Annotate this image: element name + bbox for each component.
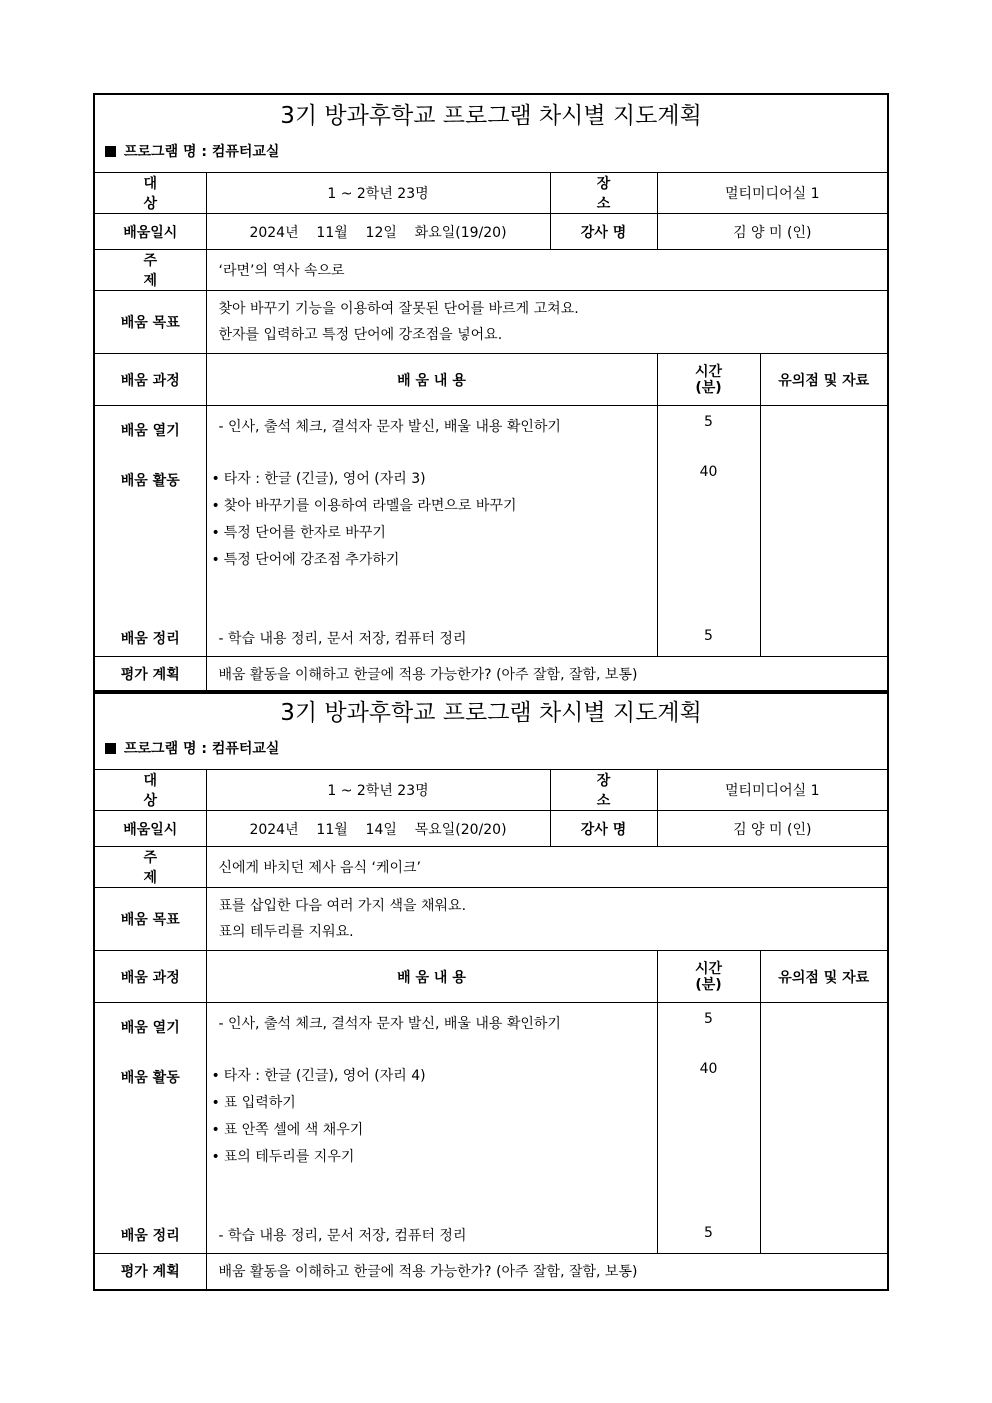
goal-line: 표의 테두리를 지워요. <box>218 924 354 940</box>
content-header: 배 움 내 용 <box>206 951 657 1003</box>
stage-times <box>657 406 760 657</box>
goal-line: 한자를 입력하고 특정 단어에 강조점을 넣어요. <box>218 327 503 343</box>
program-name-text: 프로그램 명 : 컴퓨터교실 <box>124 144 280 160</box>
close-content: - 학습 내용 정리, 문서 저장, 컴퓨터 정리 <box>218 631 467 647</box>
square-bullet-icon <box>105 743 116 754</box>
close-content: - 학습 내용 정리, 문서 저장, 컴퓨터 정리 <box>218 1228 467 1244</box>
stage-times <box>657 1003 760 1254</box>
subject-label: 주 제 <box>95 847 206 888</box>
time-header <box>657 354 760 406</box>
stage-activity: 배움 활동 <box>120 1070 180 1086</box>
notes-header: 유의점 및 자료 <box>760 354 887 406</box>
activity-item: • 표의 테두리를 지우기 <box>212 1146 355 1166</box>
goal-line: 표를 삽입한 다음 여러 가지 색을 채워요. <box>218 898 467 914</box>
goal-value <box>206 291 887 354</box>
program-name <box>95 137 887 173</box>
teacher-label: 강사 명 <box>550 214 657 250</box>
time-close: 5 <box>704 628 713 644</box>
activity-item: • 타자 : 한글 (긴글), 영어 (자리 4) <box>212 1065 426 1085</box>
time-header-line: 시간 <box>694 960 723 977</box>
plan-table <box>95 173 887 692</box>
stage-contents <box>206 406 657 657</box>
date-value: 2024년 11월 14일 목요일(20/20) <box>206 811 550 847</box>
stage-close: 배움 정리 <box>120 631 180 647</box>
lesson-plan-2 <box>93 690 889 1291</box>
target-value: 1 ~ 2학년 23명 <box>206 173 550 214</box>
subject-value: 신에게 바치던 제사 음식 ‘케이크’ <box>206 847 887 888</box>
activity-item: • 특정 단어에 강조점 추가하기 <box>212 549 400 569</box>
target-label: 대 상 <box>95 770 206 811</box>
time-activity: 40 <box>699 1061 718 1077</box>
subject-value: ‘라면’의 역사 속으로 <box>206 250 887 291</box>
place-label: 장 소 <box>550 770 657 811</box>
eval-value: 배움 활동을 이해하고 한글에 적용 가능한가? (아주 잘함, 잘함, 보통) <box>206 657 887 692</box>
place-value: 멀티미디어실 1 <box>657 173 887 214</box>
activity-item: • 표 안쪽 셀에 색 채우기 <box>212 1119 364 1139</box>
time-header-line: (분) <box>695 976 722 993</box>
content-header: 배 움 내 용 <box>206 354 657 406</box>
open-content: - 인사, 출석 체크, 결석자 문자 발신, 배울 내용 확인하기 <box>218 1016 561 1032</box>
target-label: 대 상 <box>95 173 206 214</box>
teacher-value: 김 양 미 (인) <box>657 811 887 847</box>
eval-label: 평가 계획 <box>95 657 206 692</box>
date-label: 배움일시 <box>95 811 206 847</box>
date-label: 배움일시 <box>95 214 206 250</box>
goal-line: 찾아 바꾸기 기능을 이용하여 잘못된 단어를 바르게 고쳐요. <box>218 301 579 317</box>
plan-title: 3기 방과후학교 프로그램 차시별 지도계획 <box>280 700 702 726</box>
activity-item: • 특정 단어를 한자로 바꾸기 <box>212 522 386 542</box>
time-header <box>657 951 760 1003</box>
stage-open: 배움 열기 <box>120 1020 180 1036</box>
plan-title: 3기 방과후학교 프로그램 차시별 지도계획 <box>280 103 702 129</box>
goal-value <box>206 888 887 951</box>
subject-label: 주 제 <box>95 250 206 291</box>
date-value: 2024년 11월 12일 화요일(19/20) <box>206 214 550 250</box>
program-name-text: 프로그램 명 : 컴퓨터교실 <box>124 741 280 757</box>
notes-cell <box>760 406 887 657</box>
time-header-line: (분) <box>695 379 722 396</box>
time-activity: 40 <box>699 464 718 480</box>
square-bullet-icon <box>105 146 116 157</box>
goal-label: 배움 목표 <box>95 888 206 951</box>
eval-value: 배움 활동을 이해하고 한글에 적용 가능한가? (아주 잘함, 잘함, 보통) <box>206 1254 887 1289</box>
stage-labels <box>95 406 206 657</box>
process-header: 배움 과정 <box>95 951 206 1003</box>
open-content: - 인사, 출석 체크, 결석자 문자 발신, 배울 내용 확인하기 <box>218 419 561 435</box>
teacher-label: 강사 명 <box>550 811 657 847</box>
target-value: 1 ~ 2학년 23명 <box>206 770 550 811</box>
plan-table <box>95 770 887 1289</box>
stage-open: 배움 열기 <box>120 423 180 439</box>
stage-labels <box>95 1003 206 1254</box>
place-label: 장 소 <box>550 173 657 214</box>
stage-activity: 배움 활동 <box>120 473 180 489</box>
lesson-plan-1 <box>93 93 889 694</box>
time-header-line: 시간 <box>694 363 723 380</box>
activity-item: • 타자 : 한글 (긴글), 영어 (자리 3) <box>212 468 426 488</box>
place-value: 멀티미디어실 1 <box>657 770 887 811</box>
notes-header: 유의점 및 자료 <box>760 951 887 1003</box>
activity-item: • 표 입력하기 <box>212 1092 296 1112</box>
program-name <box>95 734 887 770</box>
teacher-value: 김 양 미 (인) <box>657 214 887 250</box>
stage-close: 배움 정리 <box>120 1228 180 1244</box>
notes-cell <box>760 1003 887 1254</box>
stage-contents <box>206 1003 657 1254</box>
time-open: 5 <box>704 1011 713 1027</box>
time-open: 5 <box>704 414 713 430</box>
time-close: 5 <box>704 1225 713 1241</box>
goal-label: 배움 목표 <box>95 291 206 354</box>
process-header: 배움 과정 <box>95 354 206 406</box>
eval-label: 평가 계획 <box>95 1254 206 1289</box>
activity-item: • 찾아 바꾸기를 이용하여 라멜을 라면으로 바꾸기 <box>212 495 517 515</box>
